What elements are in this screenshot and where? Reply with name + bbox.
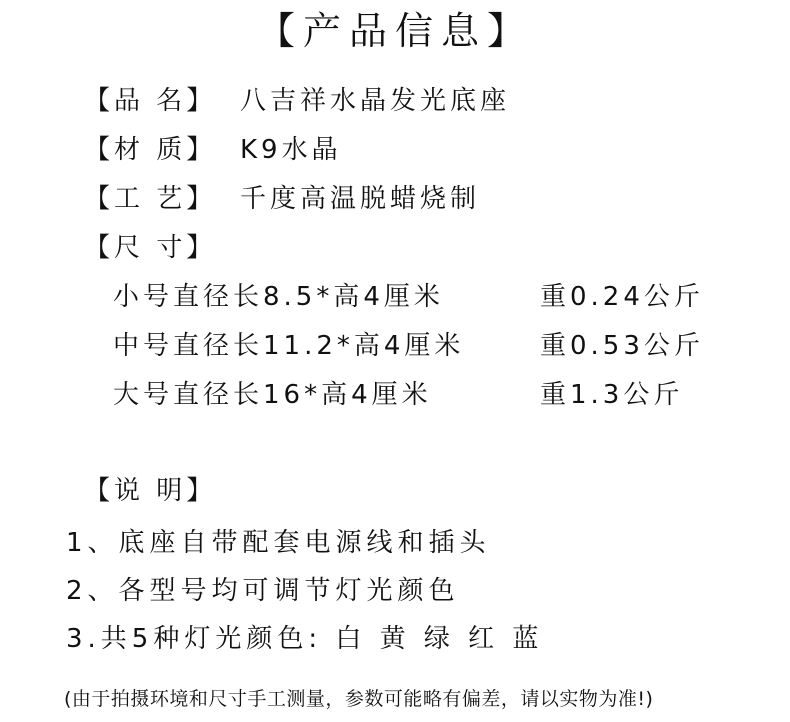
size-description: 大号直径长16*高4厘米 (113, 380, 432, 410)
note-item: 2、各型号均可调节灯光颜色 (66, 576, 460, 606)
spec-label: 【品 名】 (84, 86, 217, 116)
note-item: 1、底座自带配套电源线和插头 (66, 528, 491, 558)
spec-value: K9水晶 (240, 135, 342, 165)
spec-row-size (84, 231, 240, 265)
disclaimer-footnote: (由于拍摄环境和尺寸手工测量，参数可能略有偏差，请以实物为准!) (64, 688, 654, 710)
note-item: 3.共5种灯光颜色: 白 黄 绿 红 蓝 (66, 624, 544, 654)
spec-label: 【材 质】 (84, 135, 217, 165)
size-row-large (113, 378, 683, 412)
spec-row-name (84, 84, 510, 118)
notes-heading: 【说 明】 (84, 476, 217, 506)
size-weight: 重0.53公斤 (540, 331, 704, 361)
size-weight: 重0.24公斤 (540, 282, 704, 312)
page-title: 【产品信息】 (256, 9, 533, 53)
size-row-medium (113, 329, 704, 363)
spec-label: 【尺 寸】 (84, 233, 217, 263)
size-weight: 重1.3公斤 (540, 380, 684, 410)
spec-value: 八吉祥水晶发光底座 (240, 86, 511, 116)
spec-value: 千度高温脱蜡烧制 (240, 184, 481, 214)
spec-row-process (84, 182, 480, 216)
spec-label: 【工 艺】 (84, 184, 217, 214)
spec-row-material (84, 133, 342, 167)
size-row-small (113, 280, 704, 314)
size-description: 小号直径长8.5*高4厘米 (113, 282, 444, 312)
size-description: 中号直径长11.2*高4厘米 (113, 331, 465, 361)
